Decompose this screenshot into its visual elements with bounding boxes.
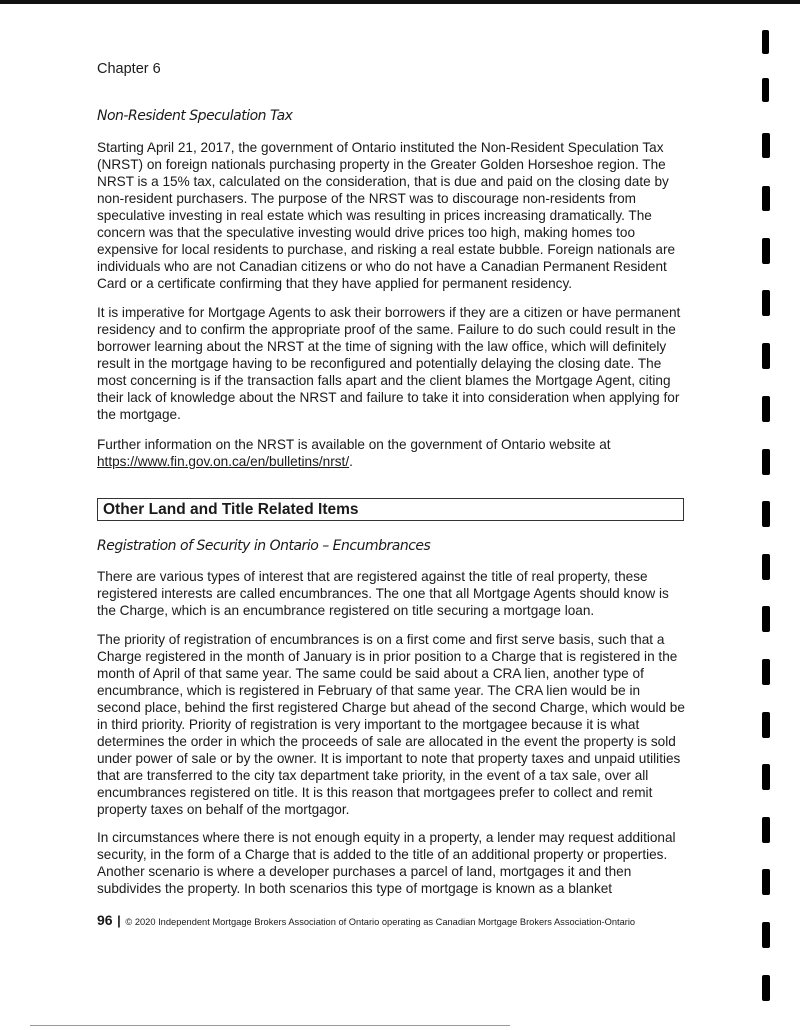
binding-hole <box>762 922 770 948</box>
chapter-header: Chapter 6 <box>97 61 161 77</box>
binding-hole <box>762 343 770 369</box>
scan-bottom-edge <box>30 1025 510 1026</box>
nrst-paragraph-1: Starting April 21, 2017, the government of Ontario instituted the Non-Resident Speculation Tax (NRST) on foreign nationals purchasing property in the Greater Golden Horseshoe region. The NRST is a 15% tax, calculated on the consideration, that is due and paid on the closing date by non-resident purchasers. The purpose of the NRST was to discourage non-residents from speculative investing in real estate which was resulting in prices increasing dramatically. The concern was that the speculative investing would drive prices too high, making homes too expensive for local residents to purchase, and risking a real estate bubble. Foreign nationals are individuals who are not Canadian citizens or who do not have a Canadian Permanent Resident Card or a certificate confirming that they have applied for permanent residency. <box>97 140 676 291</box>
binding-hole <box>762 764 770 790</box>
footer-copyright: © 2020 Independent Mortgage Brokers Association of Ontario operating as Canadian Mortgage Brokers Association-Ontario <box>125 917 636 927</box>
binding-hole <box>762 78 769 102</box>
other-land-title-heading: Other Land and Title Related Items <box>97 498 684 521</box>
binding-hole <box>762 396 770 422</box>
binding-hole <box>762 290 770 316</box>
binding-hole <box>762 869 770 895</box>
page-number: 96 <box>97 912 113 928</box>
nrst-paragraph-2: It is imperative for Mortgage Agents to ask their borrowers if they are a citizen or have permanent residency and to confirm the appropriate proof of the same. Failure to do such could result in the borrower learning about the NRST at the time of signing with the law office, which will definitely result in the mortgage having to be reconfigured and potentially delaying the closing date. The most concerning is if the transaction falls apart and the client blames the Mortgage Agent, citing their lack of knowledge about the NRST and failure to take it into consideration when applying for the mortgage. <box>97 305 681 422</box>
nrst-paragraph-3-end: . <box>349 454 353 469</box>
binding-hole <box>762 606 770 632</box>
nrst-heading: Non-Resident Speculation Tax <box>97 108 293 124</box>
footer-separator: | <box>117 913 121 928</box>
binding-hole <box>762 817 770 843</box>
encumbrances-paragraph-2: The priority of registration of encumbrances is on a first come and first serve basis, such that a Charge registered in the month of January is in prior position to a Charge that is registered in the month of April of that same year. The same could be said about a CRA lien, another type of encumbrance, which is registered in February of that same year. The CRA lien would be in second place, behind the first registered Charge but ahead of the second Charge, which would be in third priority. Priority of registration is very important to the mortgagee because it is what determines the order in which the proceeds of sale are allocated in the event the property is sold under power of sale or by the owner. It is important to note that property taxes and unpaid utilities that are transferred to the city tax department take priority, in the event of a tax sale, over all encumbrances registered on title. It is this reason that mortgagees prefer to collect and remit property taxes on behalf of the mortgagor. <box>97 632 685 817</box>
encumbrances-paragraph-3: In circumstances where there is not enough equity in a property, a lender may request additional security, in the form of a Charge that is added to the title of an additional property or properties. Another scenario is where a developer purchases a parcel of land, mortgages it and then subdivides the property. In both scenarios this type of mortgage is known as a blanket <box>97 830 676 896</box>
binding-hole <box>762 975 770 1001</box>
scan-top-edge <box>0 0 800 4</box>
binding-hole <box>762 449 770 475</box>
binding-hole <box>762 238 770 264</box>
nrst-paragraph-3 <box>97 436 687 470</box>
nrst-paragraph-3-text: Further information on the NRST is available on the government of Ontario website at <box>97 437 611 452</box>
binding-hole <box>762 712 770 738</box>
binding-hole <box>762 659 770 685</box>
binding-hole <box>762 554 770 580</box>
encumbrances-subheading: Registration of Security in Ontario – Encumbrances <box>97 538 431 554</box>
page-footer <box>97 912 717 928</box>
nrst-website-link[interactable]: https://www.fin.gov.on.ca/en/bulletins/nrst/ <box>97 454 350 469</box>
binding-hole <box>762 501 770 527</box>
binding-hole <box>762 30 769 54</box>
encumbrances-paragraph-1: There are various types of interest that are registered against the title of real property, these registered interests are called encumbrances. The one that all Mortgage Agents should know is the Charge, which is an encumbrance registered on title securing a mortgage loan. <box>97 569 669 618</box>
binding-hole <box>762 133 770 158</box>
binding-hole <box>762 186 770 211</box>
